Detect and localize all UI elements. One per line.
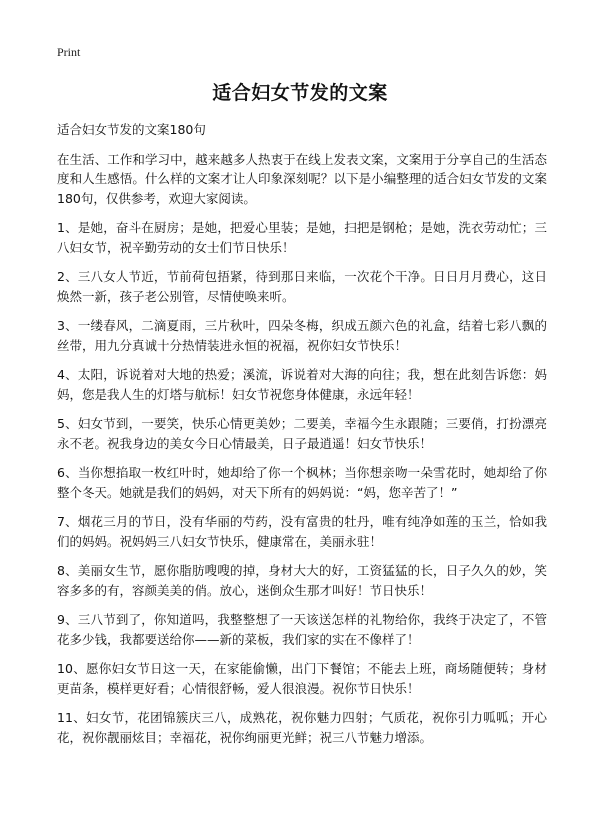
- paragraph-4: 4、太阳，诉说着对大地的热爱；溪流，诉说着对大海的向往；我，想在此刻告诉您：妈妈，您是我人生的灯塔与航标！妇女节祝您身体健康，永远年轻！: [57, 367, 547, 402]
- paragraph-6: 6、当你想掐取一枚红叶时，她却给了你一个枫林；当你想亲吻一朵雪花时，她却给了你整个冬天。她就是我们的妈妈，对天下所有的妈妈说：“妈，您辛苦了！”: [57, 465, 547, 500]
- document-subtitle: 适合妇女节发的文案180句: [57, 122, 206, 137]
- paragraph-2: 2、三八女人节近，节前荷包捂紧，待到那日来临，一次花个干净。日日月月费心，这日焕然一新，孩子老公别管，尽情使唤来听。: [57, 269, 547, 304]
- paragraph-11: 11、妇女节，花团锦簇庆三八，成熟花，祝你魅力四射；气质花，祝你引力呱呱；开心花，祝你靓丽炫目；幸福花，祝你绚丽更光鲜；祝三八节魅力增添。: [57, 710, 547, 745]
- paragraph-3: 3、一缕春风，二滴夏雨，三片秋叶，四朵冬梅，织成五颜六色的礼盒，结着七彩八飘的丝带，用九分真诚十分热情装进永恒的祝福，祝你妇女节快乐！: [57, 318, 547, 353]
- document-body: [57, 120, 547, 757]
- paragraph-8: 8、美丽女生节，愿你脂肪嗖嗖的掉，身材大大的好，工资猛猛的长，日子久久的妙，笑容多多的有，容颜美美的俏。放心，迷倒众生那才叫好！节日快乐！: [57, 563, 547, 598]
- paragraph-10: 10、愿你妇女节日这一天，在家能偷懒，出门下餐馆；不能去上班，商场随便转；身材更苗条，模样更好看；心情很舒畅，爱人很浪漫。祝你节日快乐！: [57, 661, 547, 696]
- paragraph-5: 5、妇女节到，一要笑，快乐心情更美妙；二要美，幸福今生永跟随；三要俏，打扮漂亮永不老。祝我身边的美女今日心情最美，日子最逍遥！妇女节快乐！: [57, 416, 547, 451]
- paragraph-1: 1、是她，奋斗在厨房；是她，把爱心里装；是她，扫把是钢枪；是她，洗衣劳动忙；三八妇女节，祝辛勤劳动的女士们节日快乐！: [57, 220, 547, 255]
- paragraph-9: 9、三八节到了，你知道吗，我整整想了一天该送怎样的礼物给你，我终于决定了，不管花多少钱，我都要送给你——新的菜板，我们家的实在不像样了！: [57, 612, 547, 647]
- print-link[interactable]: Print: [57, 45, 81, 59]
- intro-paragraph: 在生活、工作和学习中，越来越多人热衷于在线上发表文案，文案用于分享自己的生活态度和人生感悟。什么样的文案才让人印象深刻呢？以下是小编整理的适合妇女节发的文案180句，仅供参考，欢迎大家阅读。: [57, 151, 547, 206]
- paragraph-7: 7、烟花三月的节日，没有华丽的芍药，没有富贵的牡丹，唯有纯净如莲的玉兰，恰如我们的妈妈。祝妈妈三八妇女节快乐，健康常在，美丽永驻！: [57, 514, 547, 549]
- page-title: 适合妇女节发的文案: [212, 82, 388, 104]
